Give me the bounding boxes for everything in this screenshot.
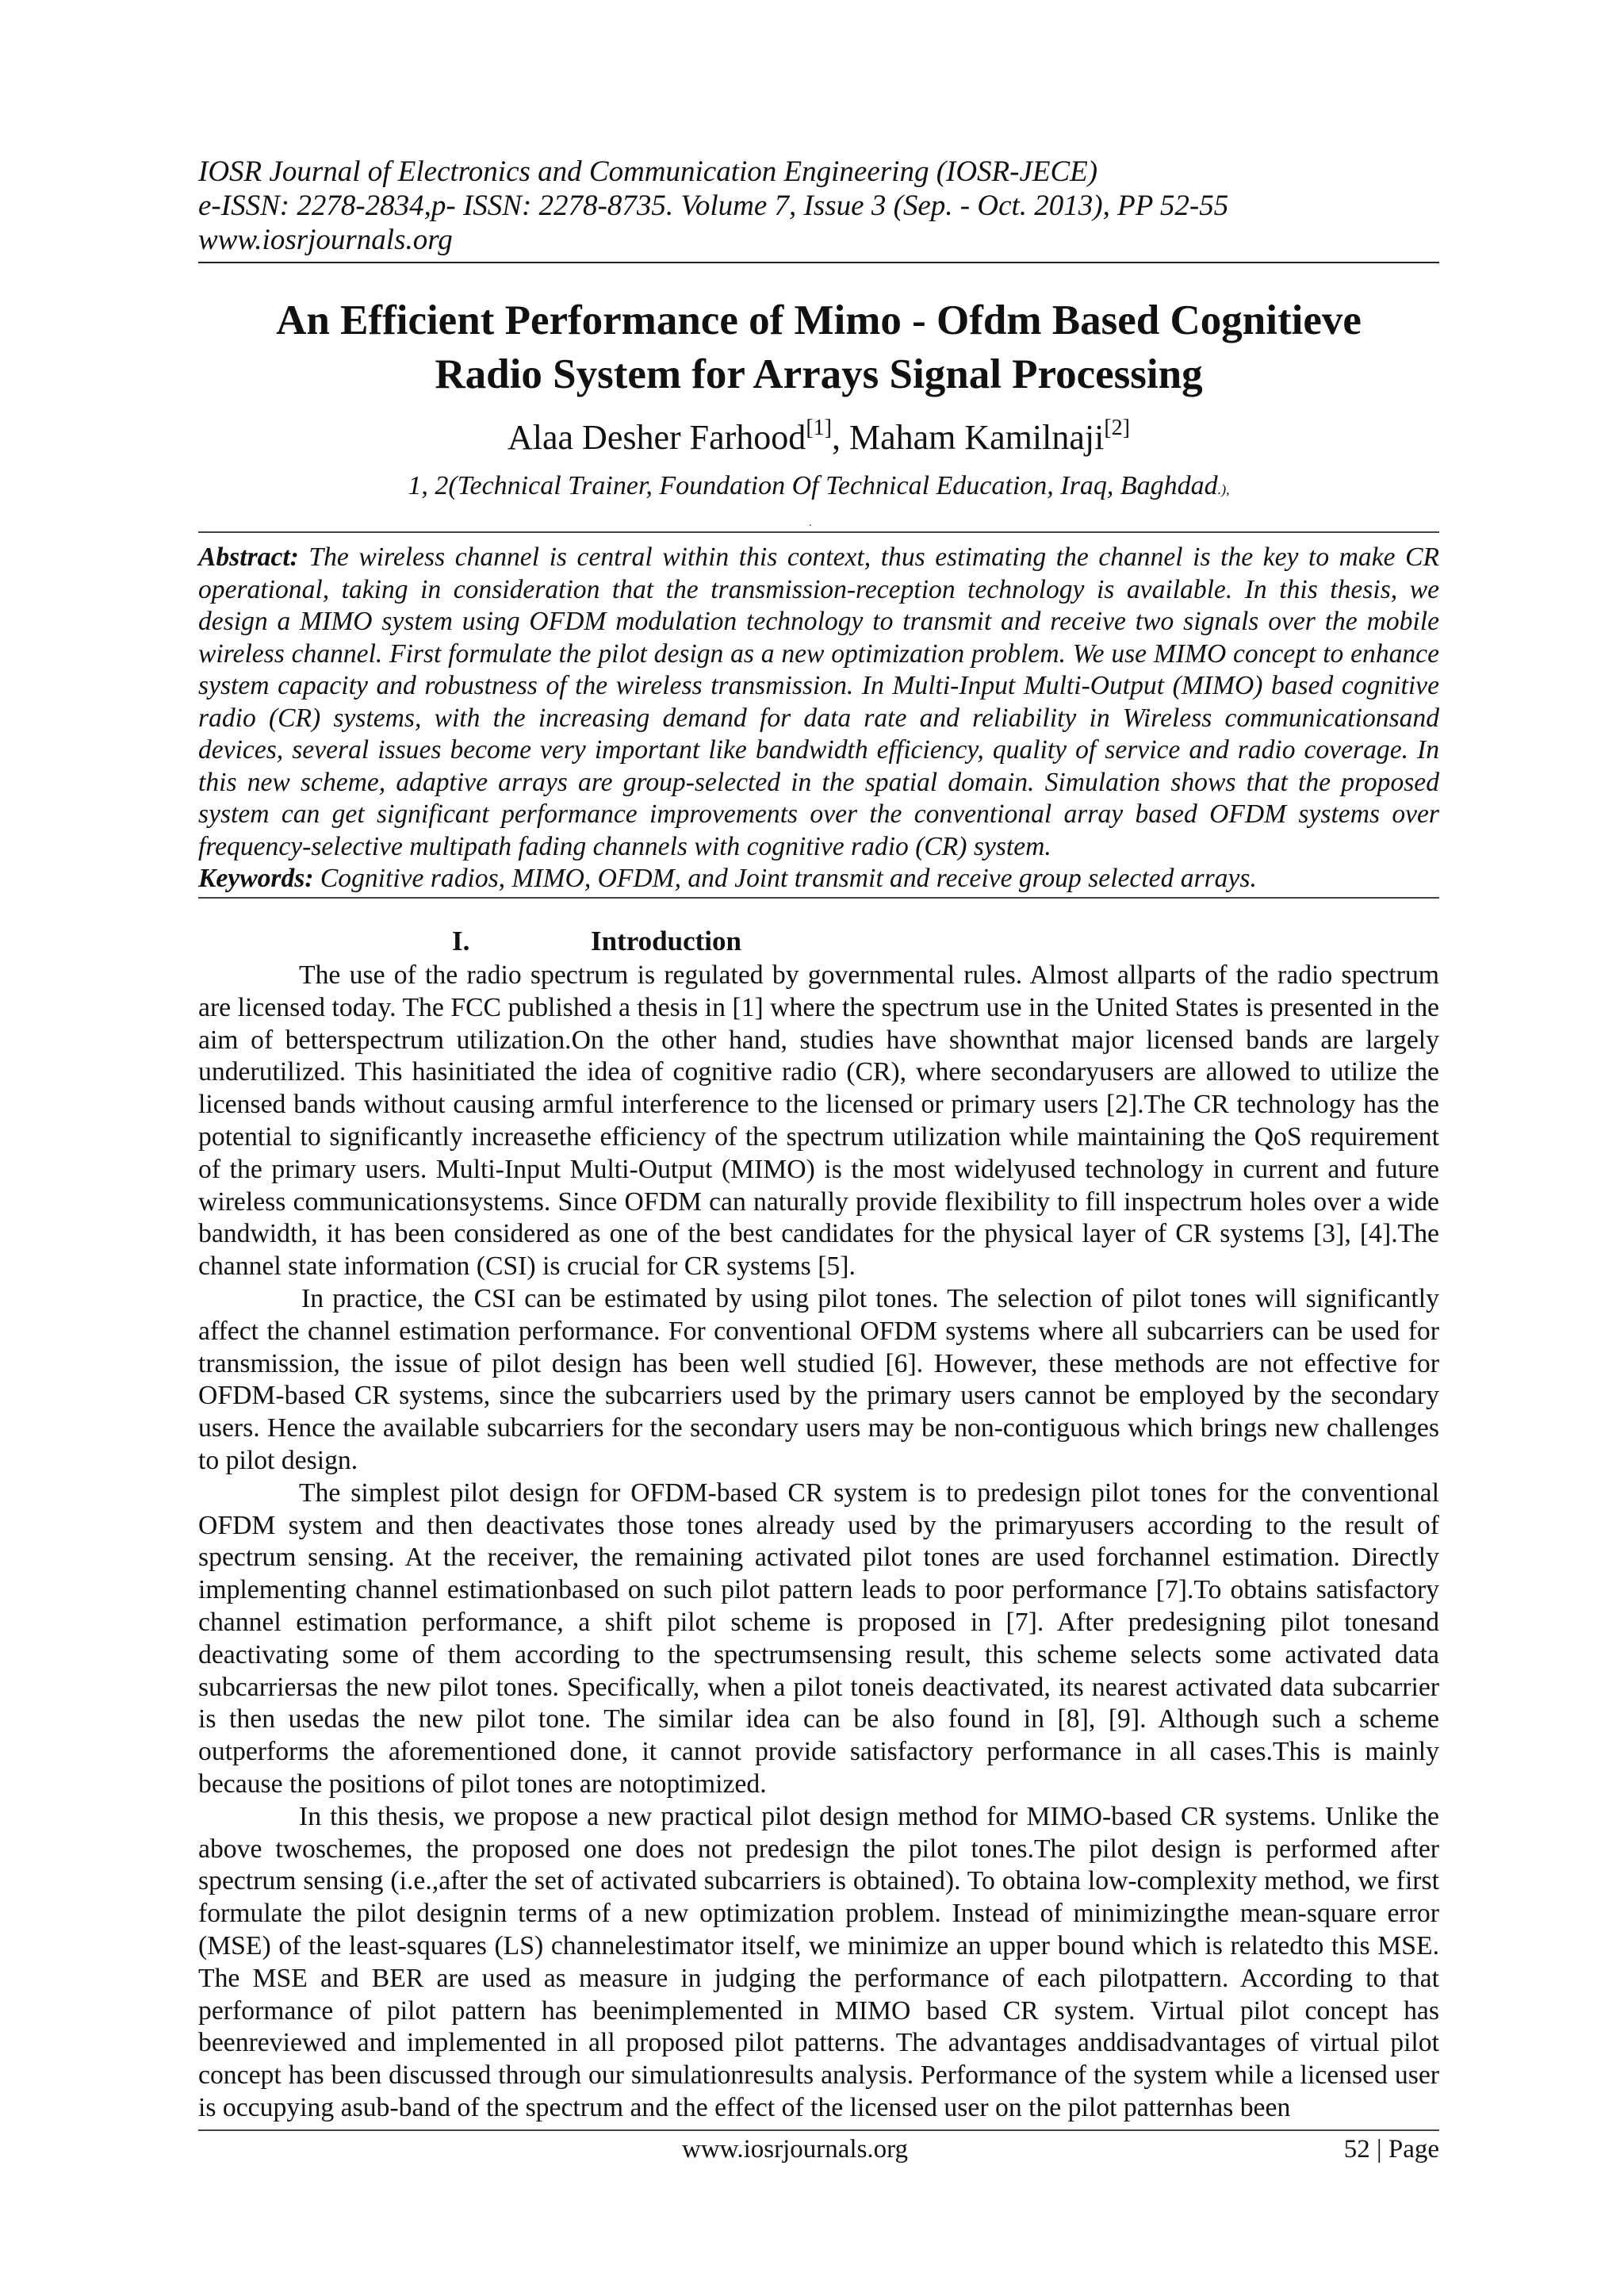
footer-rule — [198, 2129, 1439, 2131]
abstract-label: Abstract: — [198, 542, 299, 572]
page-number: 52 | Page — [1343, 2135, 1439, 2164]
body-paragraph: The simplest pilot design for OFDM-based CR system is to predesign pilot tones for the conventional OFDM system and then deactivates those tones already used by the primaryusers according to the result of spectrum sensing. At the receiver, the remaining activated pilot tones are used forchannel estimation. Directly implementing channel estimationbased on such pilot pattern leads to poor performance [7].To obtains satisfactory channel estimation performance, a shift pilot scheme is proposed in [7]. After predesigning pilot tonesand deactivating some of them according to the spectrumsensing result, this scheme selects some activated data subcarriersas the new pilot tones. Specifically, when a pilot toneis deactivated, its nearest activated data subcarrier is then usedas the new pilot tone. The similar idea can be also found in [8], [9]. Although such a scheme outperforms the aforementioned done, it cannot provide satisfactory performance in all cases.This is mainly because the positions of pilot tones are notoptimized. — [198, 1478, 1439, 1799]
author-name: Maham Kamilnaji — [848, 418, 1105, 457]
abstract-text: The wireless channel is central within this context, thus estimating the channel is the key to make CR operational, taking in consideration that the transmission-reception technology is available. In this thesis, we design a MIMO system using OFDM modulation technology to transmit and receive two signals over the mobile wireless channel. First formulate the pilot design as a new optimization problem. We use MIMO concept to enhance system capacity and robustness of the wireless transmission. In Multi-Input Multi-Output (MIMO) based cognitive radio (CR) systems, with the increasing demand for data rate and reliability in Wireless communicationsand devices, several issues become very important like bandwidth efficiency, quality of service and radio coverage. In this new scheme, adaptive arrays are group-selected in the spatial domain. Simulation shows that the proposed system can get significant performance improvements over the conventional array based OFDM systems over frequency-selective multipath fading channels with cognitive radio (CR) system. — [198, 542, 1439, 861]
paper-title — [198, 293, 1439, 401]
affiliation-tail: .), — [1217, 481, 1230, 497]
journal-website: www.iosrjournals.org — [198, 224, 453, 256]
keywords-text: Cognitive radios, MIMO, OFDM, and Joint transmit and receive group selected arrays. — [313, 864, 1257, 893]
journal-issn: e-ISSN: 2278-2834,p- ISSN: 2278-8735. Volume 7, Issue 3 (Sep. - Oct. 2013), PP 52-55 — [198, 190, 1229, 222]
header-rule — [198, 262, 1439, 263]
title-line-2: Radio System for Arrays Signal Processing — [435, 351, 1203, 397]
journal-name: IOSR Journal of Electronics and Communication Engineering (IOSR-JECE) — [198, 155, 1098, 188]
introduction-body — [198, 960, 1439, 2125]
body-paragraph: The use of the radio spectrum is regulated by governmental rules. Almost allparts of the radio spectrum are licensed today. The FCC published a thesis in [1] where the spectrum use in the United States is presented in the aim of betterspectrum utilization.On the other hand, studies have shownthat major licensed bands are largely underutilized. This hasinitiated the idea of cognitive radio (CR), where secondaryusers are allowed to utilize the licensed bands without causing armful interference to the licensed or primary users [2].The CR technology has the potential to significantly increasethe efficiency of the spectrum utilization while maintaining the QoS requirement of the primary users. Multi-Input Multi-Output (MIMO) is the most widelyused technology in current and future wireless communicationsystems. Since OFDM can naturally provide flexibility to fill inspectrum holes over a wide bandwidth, it has been considered as one of the best candidates for the physical layer of CR systems [3], [4].The channel state information (CSI) is crucial for CR systems [5]. — [198, 960, 1439, 1282]
body-paragraph: In practice, the CSI can be estimated by using pilot tones. The selection of pilot tones will significantly affect the channel estimation performance. For conventional OFDM systems where all subcarriers can be used for transmission, the issue of pilot design has been well studied [6]. However, these methods are not effective for OFDM-based CR systems, since the subcarriers used by the primary users cannot be employed by the secondary users. Hence the available subcarriers for the secondary users may be non-contiguous which brings new challenges to pilot design. — [198, 1283, 1439, 1475]
affiliation-text: 1, 2(Technical Trainer, Foundation Of Technical Education, Iraq, Baghdad — [408, 471, 1218, 500]
keywords-label: Keywords: — [198, 864, 314, 893]
journal-header — [198, 155, 1439, 257]
footer-website: www.iosrjournals.org — [682, 2135, 909, 2164]
author-reference: [2] — [1104, 416, 1130, 440]
separator-dot: . — [809, 517, 812, 529]
section-title: Introduction — [591, 926, 741, 956]
author-list — [198, 416, 1439, 459]
abstract-top-rule — [198, 531, 1439, 533]
body-paragraph: In this thesis, we propose a new practical pilot design method for MIMO-based CR systems. Unlike the above twoschemes, the proposed one does not predesign the pilot tones.The pilot design is performed after spectrum sensing (i.e.,after the set of activated subcarriers is obtained). To obtaina low-complexity method, we first formulate the pilot designin terms of a new optimization problem. Instead of minimizingthe mean-square error (MSE) of the least-squares (LS) channelestimator itself, we minimize an upper bound which is relatedto this MSE. The MSE and BER are used as measure in judging the performance of each pilotpattern. According to that performance of pilot pattern has beenimplemented in MIMO based CR system. Virtual pilot concept has beenreviewed and implemented in all proposed pilot patterns. The advantages anddisadvantages of virtual pilot concept has been discussed through our simulationresults analysis. Performance of the system while a licensed user is occupying asub-band of the spectrum and the effect of the licensed user on the pilot patternhas been — [198, 1801, 1439, 2122]
author-separator: , — [831, 418, 849, 457]
author-affiliation — [198, 470, 1439, 506]
author-name: Alaa Desher Farhood — [507, 418, 806, 457]
title-line-1: An Efficient Performance of Mimo - Ofdm Based Cognitieve — [276, 297, 1362, 343]
author-reference: [1] — [806, 416, 832, 440]
section-number: I. — [452, 926, 470, 956]
abstract — [198, 542, 1439, 863]
abstract-block — [198, 542, 1439, 895]
keywords-bottom-rule — [198, 897, 1439, 899]
keywords — [198, 863, 1439, 895]
